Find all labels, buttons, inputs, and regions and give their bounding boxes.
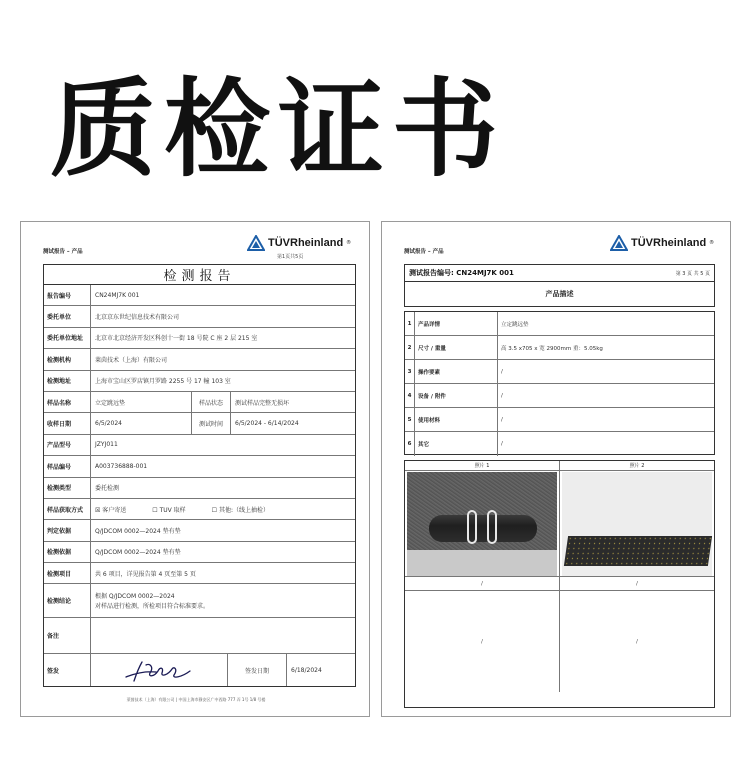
tuv-logo: TÜVRheinland ®	[610, 235, 714, 251]
table-row-sign: 签发 签发日期 6/18/2024	[44, 654, 355, 686]
footer-address: 莱茵技术（上海）有限公司 | 中国上海市静安区广中西路 777 弄 1号 1/8 号楼	[126, 697, 266, 702]
report-type-label: 测试报告 – 产品	[43, 249, 83, 255]
tuv-triangle-icon	[247, 235, 265, 251]
table-row: 检测地址 上海市宝山区罗店镇月罗路 2255 号 17 幢 103 室	[44, 371, 355, 392]
blank-cell-1: /	[405, 591, 560, 692]
page-title: 质检证书	[50, 68, 506, 191]
product-description-sheet	[381, 221, 731, 717]
table-row: 检测类型 委托检测	[44, 478, 355, 499]
table-row: 委托单位地址 北京市北京经济开发区科创十一街 18 号院 C 座 2 层 215 室	[44, 328, 355, 349]
tuv-triangle-icon	[610, 235, 628, 251]
tuv-logo: TÜVRheinland ®	[247, 235, 351, 251]
rolled-mat-photo	[407, 472, 557, 576]
table-row-sampling: 样品获取方式 ☒ 客户寄送 ☐ TUV 取样 ☐ 其他:（线上抽检）	[44, 499, 355, 520]
table-row: 样品编号 A003736888-001	[44, 456, 355, 477]
checkbox-customer-mail: ☒ 客户寄送	[95, 506, 127, 514]
table-row: 6 其它 /	[405, 432, 714, 456]
checkbox-tuv-sampling: ☐ TUV 取样	[152, 506, 186, 514]
report-number-title: 测试报告编号: CN24MJ7K 001	[409, 269, 514, 277]
handwritten-signature-icon	[124, 657, 194, 683]
report-header-box	[404, 264, 715, 307]
inspection-report-sheet	[20, 221, 370, 717]
table-row: 5 使用材料 /	[405, 408, 714, 432]
report-type-label: 测试报告 – 产品	[404, 249, 444, 255]
table-row: 2 尺寸 / 重量 高 3.5 x705 x 宽 2900mm 重：5.05kg	[405, 336, 714, 360]
page-number: 第 3 页 共 5 页	[675, 270, 710, 277]
table-row-sample-name: 样品名称 立定跳远垫 样品状态 测试样品完整无损坏	[44, 392, 355, 413]
photos-table	[404, 460, 715, 708]
checkbox-other: ☐ 其他:（线上抽检）	[211, 506, 269, 514]
table-row-conclusion: 检测结论 根据 Q/JDCOM 0002—2024 对样品进行检测，所检项目符合标准要求。	[44, 584, 355, 618]
blank-cell-2: /	[636, 638, 638, 645]
section-title: 产品描述	[545, 290, 574, 298]
table-row: 报告编号 CN24MJ7K 001	[44, 285, 355, 306]
table-row: 检测机构 莱茵技术（上海）有限公司	[44, 349, 355, 370]
table-row: 3 操作要素 /	[405, 360, 714, 384]
unrolled-mat-photo	[562, 472, 712, 576]
table-row: 检测依据 Q/JDCOM 0002—2024 垫有垫	[44, 542, 355, 563]
table-row: 委托单位 北京京东世纪信息技术有限公司	[44, 306, 355, 327]
product-description-table	[404, 311, 715, 455]
photo-1-header: 照片 1	[405, 461, 560, 470]
photo-2-caption: /	[636, 580, 638, 587]
table-row-receive-date: 收样日期 6/5/2024 测试时间 6/5/2024 - 6/14/2024	[44, 413, 355, 434]
table-row: 4 设备 / 附件 /	[405, 384, 714, 408]
signature	[91, 654, 227, 686]
report-table	[43, 264, 356, 687]
page-number: 第1页共5页	[277, 254, 304, 260]
table-title: 检测报告	[44, 265, 355, 285]
table-row: 产品型号 JZYJ011	[44, 435, 355, 456]
table-row-remark: 备注	[44, 618, 355, 654]
photo-1-caption: /	[405, 577, 560, 590]
table-row: 1 产品详情 立定跳远垫	[405, 312, 714, 336]
photo-2-header: 照片 2	[629, 463, 645, 469]
table-row: 检测项目 共 6 项目，详见报告第 4 页至第 5 页	[44, 563, 355, 584]
table-row: 判定依据 Q/JDCOM 0002—2024 垫有垫	[44, 520, 355, 541]
